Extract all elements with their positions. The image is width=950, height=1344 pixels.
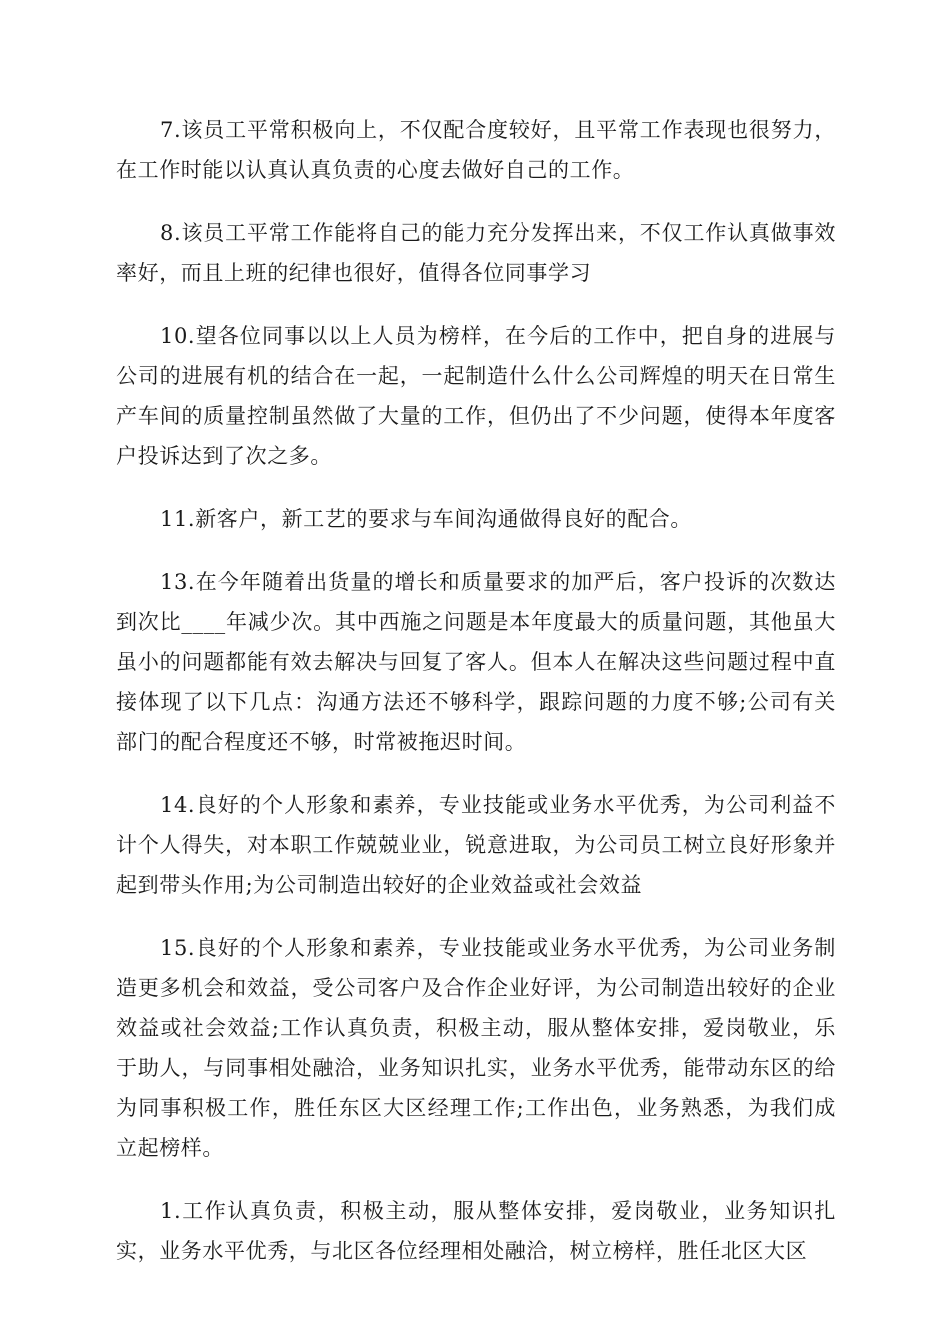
paragraph-1: 1.工作认真负责，积极主动，服从整体安排，爱岗敬业，业务知识扎实，业务水平优秀，与北区各位经理相处融洽，树立榜样，胜任北区大区 [116,1199,836,1263]
paragraph-15: 15.良好的个人形象和素养，专业技能或业务水平优秀，为公司业务制造更多机会和效益，受公司客户及合作企业好评，为公司制造出较好的企业效益或社会效益;工作认真负责，积极主动，服从整体安排，爱岗敬业，乐于助人，与同事相处融洽，业务知识扎实，业务水平优秀，能带动东区的给为同事积极工作，胜任东区大区经理工作;工作出色，业务熟悉，为我们成立起榜样。 [116,936,836,1160]
document-body [116,110,836,1294]
paragraph-8: 8.该员工平常工作能将自己的能力充分发挥出来，不仅工作认真做事效率好，而且上班的纪律也很好，值得各位同事学习 [116,221,836,285]
paragraph-13: 13.在今年随着出货量的增长和质量要求的加严后，客户投诉的次数达到次比____年减少次。其中西施之问题是本年度最大的质量问题，其他虽大虽小的问题都能有效去解决与回复了客人。但本人在解决这些问题过程中直接体现了以下几点：沟通方法还不够科学，跟踪问题的力度不够;公司有关部门的配合程度还不够，时常被拖迟时间。 [116,570,836,754]
paragraph-11: 11.新客户，新工艺的要求与车间沟通做得良好的配合。 [160,507,692,531]
paragraph-14: 14.良好的个人形象和素养，专业技能或业务水平优秀，为公司利益不计个人得失，对本职工作兢兢业业，锐意进取，为公司员工树立良好形象并起到带头作用;为公司制造出较好的企业效益或社会效益 [116,793,836,897]
paragraph-10: 10.望各位同事以以上人员为榜样，在今后的工作中，把自身的进展与公司的进展有机的结合在一起，一起制造什么什么公司辉煌的明天在日常生产车间的质量控制虽然做了大量的工作，但仍出了不少问题，使得本年度客户投诉达到了次之多。 [116,324,836,468]
paragraph-7: 7.该员工平常积极向上，不仅配合度较好，且平常工作表现也很努力，在工作时能以认真认真负责的心度去做好自己的工作。 [116,118,836,182]
